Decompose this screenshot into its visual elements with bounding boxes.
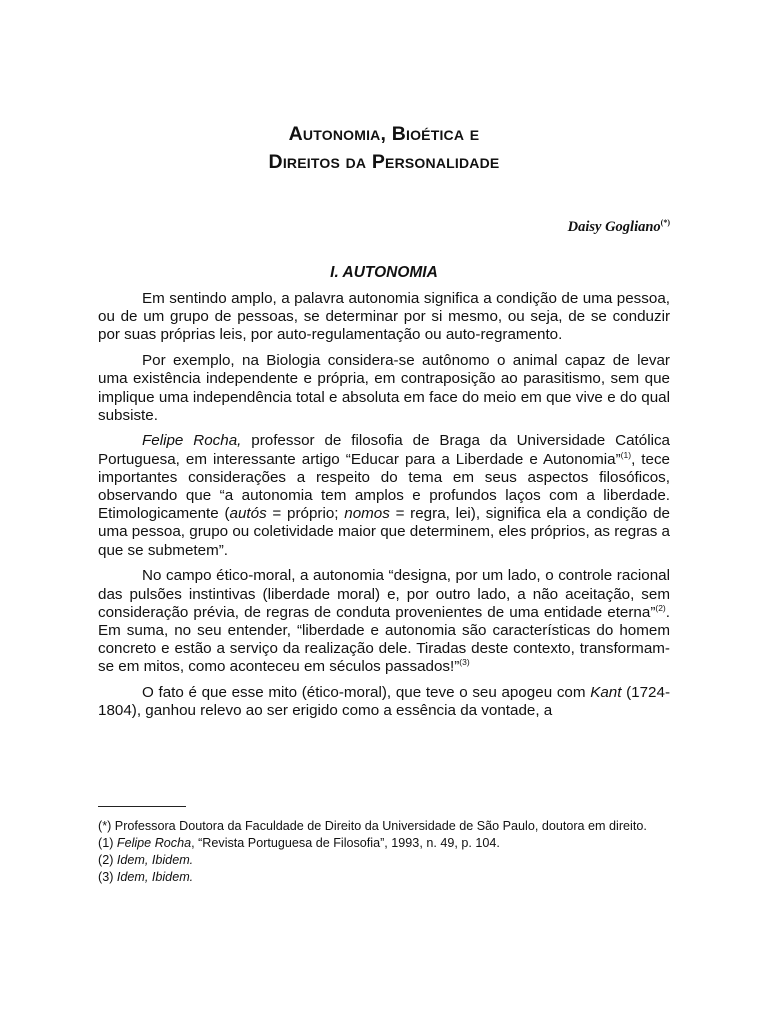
footnote-3-text: Idem, Ibidem. [116, 870, 194, 884]
footnote-ref-3: (3) [459, 657, 470, 668]
footnote-divider [98, 806, 186, 807]
paragraph-5-text-a: O fato é que esse mito (ético-moral), que teve o seu apogeu com [142, 684, 591, 702]
name-kant: Kant [590, 684, 622, 702]
footnote-1-number: (1) [98, 836, 117, 850]
section-heading: I. AUTONOMIA [330, 264, 438, 281]
cited-author-name: Felipe Rocha, [142, 432, 242, 450]
footnote-1-author: Felipe Rocha [116, 836, 192, 850]
footnote-star: (*) Professora Doutora da Faculdade de Direito da Universidade de São Paulo, doutora em direito. [98, 819, 647, 833]
article-title [0, 120, 768, 176]
paragraph-4-text-b: . Em suma, no seu entender, “liberdade e autonomia são características do homem concreto e estão a serviço da realização dele. Tiradas deste contexto, transformam-se em mitos, como aconteceu em séculos passados!” [98, 603, 670, 676]
term-nomos: nomos [344, 505, 390, 523]
author-footnote-mark: (*) [660, 218, 670, 227]
paragraph-3 [98, 432, 670, 559]
title-line-1: Autonomia, Bioética e [288, 123, 480, 145]
footnote-ref-2: (2) [655, 602, 666, 613]
author-byline [568, 218, 670, 236]
paragraph-3-text-c: = próprio; [266, 505, 345, 523]
footnote-ref-1: (1) [620, 449, 632, 460]
paragraph-3-text-a: professor de filosofia de Braga da Universidade Católica Portuguesa, em interessante artigo “Educar para a Liberdade e Autonomia” [98, 432, 670, 468]
title-line-2: Direitos da Personalidade [268, 151, 500, 173]
term-autos: autós [229, 505, 267, 523]
paragraph-5-text-b: (1724-1804), ganhou relevo ao ser erigido como a essência da vontade, a [98, 684, 671, 720]
author-name: Daisy Gogliano [567, 218, 661, 235]
paragraph-5 [98, 684, 670, 720]
footnote-2-text: Idem, Ibidem. [116, 853, 194, 867]
paragraph-3-text-b: , tece importantes considerações a respeito do tema em seus aspectos filosóficos, observando que “a autonomia tem amplos e profundos laços com a liberdade. Etimologicamente ( [98, 450, 670, 523]
paragraph-2: Por exemplo, na Biologia considera-se autônomo o animal capaz de levar uma existência independente e própria, em contraposição ao parasitismo, sem que implique uma independência total e absoluta em face do meio em que vive e do qual subsiste. [98, 352, 670, 424]
footnote-1-text: , “Revista Portuguesa de Filosofia”, 1993, n. 49, p. 104. [191, 836, 500, 850]
footnote-2-number: (2) [98, 853, 117, 867]
footnote-1 [98, 835, 670, 852]
paragraph-1: Em sentindo amplo, a palavra autonomia significa a condição de uma pessoa, ou de um grupo de pessoas, se determinar por si mesmo, ou seja, de se conduzir por suas próprias leis, por auto-regulamentação ou auto-regramento. [98, 290, 670, 344]
paragraph-4-text-a: No campo ético-moral, a autonomia “designa, por um lado, o controle racional das pulsões instintivas (liberdade moral) e, por outro lado, a não aceitação, sem consideração prévia, de regras de conduta provenientes de uma entidade eterna” [98, 567, 670, 621]
footnotes [98, 818, 670, 886]
footnote-3 [98, 869, 670, 886]
body-text [98, 290, 670, 728]
paragraph-4 [98, 567, 670, 676]
footnote-2 [98, 852, 670, 869]
footnote-3-number: (3) [98, 870, 117, 884]
paragraph-3-text-d: = regra, lei), significa ela a condição de uma pessoa, grupo ou coletividade maior que determinem, eles próprios, as regras a que se submetem”. [98, 505, 671, 559]
